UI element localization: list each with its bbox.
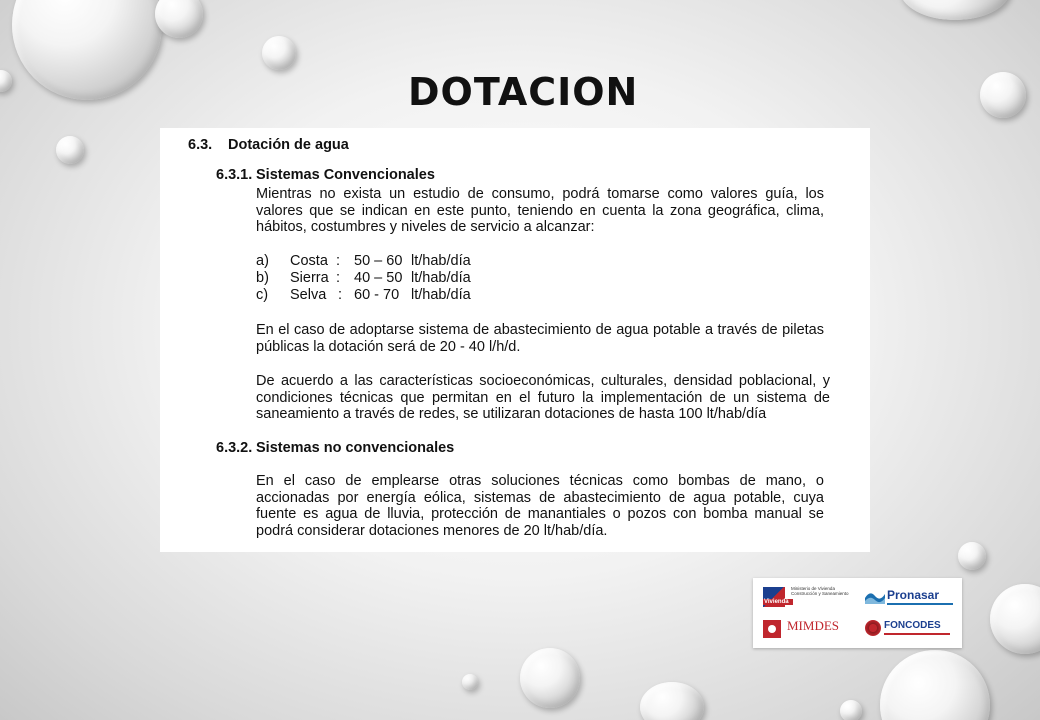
water-drop-decoration: [155, 0, 203, 38]
pronasar-wave-icon: [865, 588, 885, 604]
vivienda-logo: [763, 585, 855, 613]
water-drop-decoration: [462, 674, 478, 690]
list-letter: c): [256, 287, 269, 303]
list-letter: b): [256, 270, 269, 286]
water-drop-decoration: [640, 682, 704, 720]
pronasar-brand: Pronasar: [887, 588, 940, 602]
vivienda-brand: Vivienda: [763, 599, 793, 605]
pronasar-logo: [865, 586, 957, 608]
water-drop-decoration: [262, 36, 296, 70]
subsection-title: Sistemas Convencionales: [256, 167, 435, 183]
water-drop-decoration: [958, 542, 986, 570]
unit: lt/hab/día: [411, 287, 471, 303]
zone-name: Selva: [290, 287, 327, 303]
mimdes-emblem-dot: [768, 625, 776, 633]
partner-logos: [753, 578, 962, 648]
piletas-paragraph: En el caso de adoptarse sistema de abastecimiento de agua potable a través de piletas públicas la dotación será de 20 - 40 l/h/d.: [256, 322, 824, 355]
subsection-number: 6.3.1.: [216, 167, 253, 183]
range-value: 50 – 60: [354, 253, 403, 269]
section-title: Dotación de agua: [228, 137, 349, 153]
section-number: 6.3.: [188, 137, 213, 153]
unit: lt/hab/día: [411, 270, 471, 286]
range-value: 40 – 50: [354, 270, 403, 286]
foncodes-logo: [865, 618, 957, 640]
water-drop-decoration: [0, 70, 12, 92]
range-value: 60 - 70: [354, 287, 400, 303]
vivienda-caption: Ministerio de Vivienda Construcción y Saneamiento: [791, 586, 849, 596]
water-drop-decoration: [12, 0, 162, 100]
water-drop-decoration: [56, 136, 84, 164]
separator: :: [336, 253, 341, 269]
unit: lt/hab/día: [411, 253, 471, 269]
separator: :: [336, 270, 341, 286]
pronasar-underline: [887, 603, 953, 605]
mimdes-brand: MIMDES: [787, 618, 840, 633]
water-drop-decoration: [990, 584, 1040, 654]
water-drop-decoration: [900, 0, 1010, 20]
zone-name: Costa: [290, 253, 328, 269]
list-letter: a): [256, 253, 269, 269]
subsection-title: Sistemas no convencionales: [256, 440, 455, 456]
foncodes-emblem-icon: [865, 620, 881, 636]
document-excerpt: [160, 128, 870, 552]
water-drop-decoration: [520, 648, 580, 708]
subsection-number: 6.3.2.: [216, 440, 253, 456]
zone-name: Sierra: [290, 270, 329, 286]
foncodes-brand: FONCODES: [884, 620, 941, 631]
water-drop-decoration: [880, 650, 990, 720]
slide-title: DOTACION: [408, 70, 639, 114]
intro-paragraph: Mientras no exista un estudio de consumo, podrá tomarse como valores guía, los valores que se indican en este punto, teniendo en cuenta la zona geográfica, clima, hábitos, costumbres y niveles de servicio a alcanzar:: [256, 186, 824, 235]
water-drop-decoration: [980, 72, 1026, 118]
water-drop-decoration: [840, 700, 862, 720]
foncodes-underline: [884, 633, 950, 635]
socioeconomic-paragraph: De acuerdo a las características socioeconómicas, culturales, densidad poblacional, y condiciones técnicas que permitan en el futuro la implementación de un sistema de saneamiento a través de redes, se utilizaran dotaciones de hasta 100 lt/hab/día: [256, 373, 830, 422]
separator: :: [338, 287, 343, 303]
non-conventional-paragraph: En el caso de emplearse otras soluciones técnicas como bombas de mano, o accionadas por energía eólica, sistemas de abastecimiento de agua potable, cuya fuente es agua de lluvia, protección de manantiales o pozos con bomba manual se podrá considerar dotaciones menores de 20 lt/hab/día.: [256, 473, 824, 539]
mimdes-logo: [763, 616, 858, 644]
